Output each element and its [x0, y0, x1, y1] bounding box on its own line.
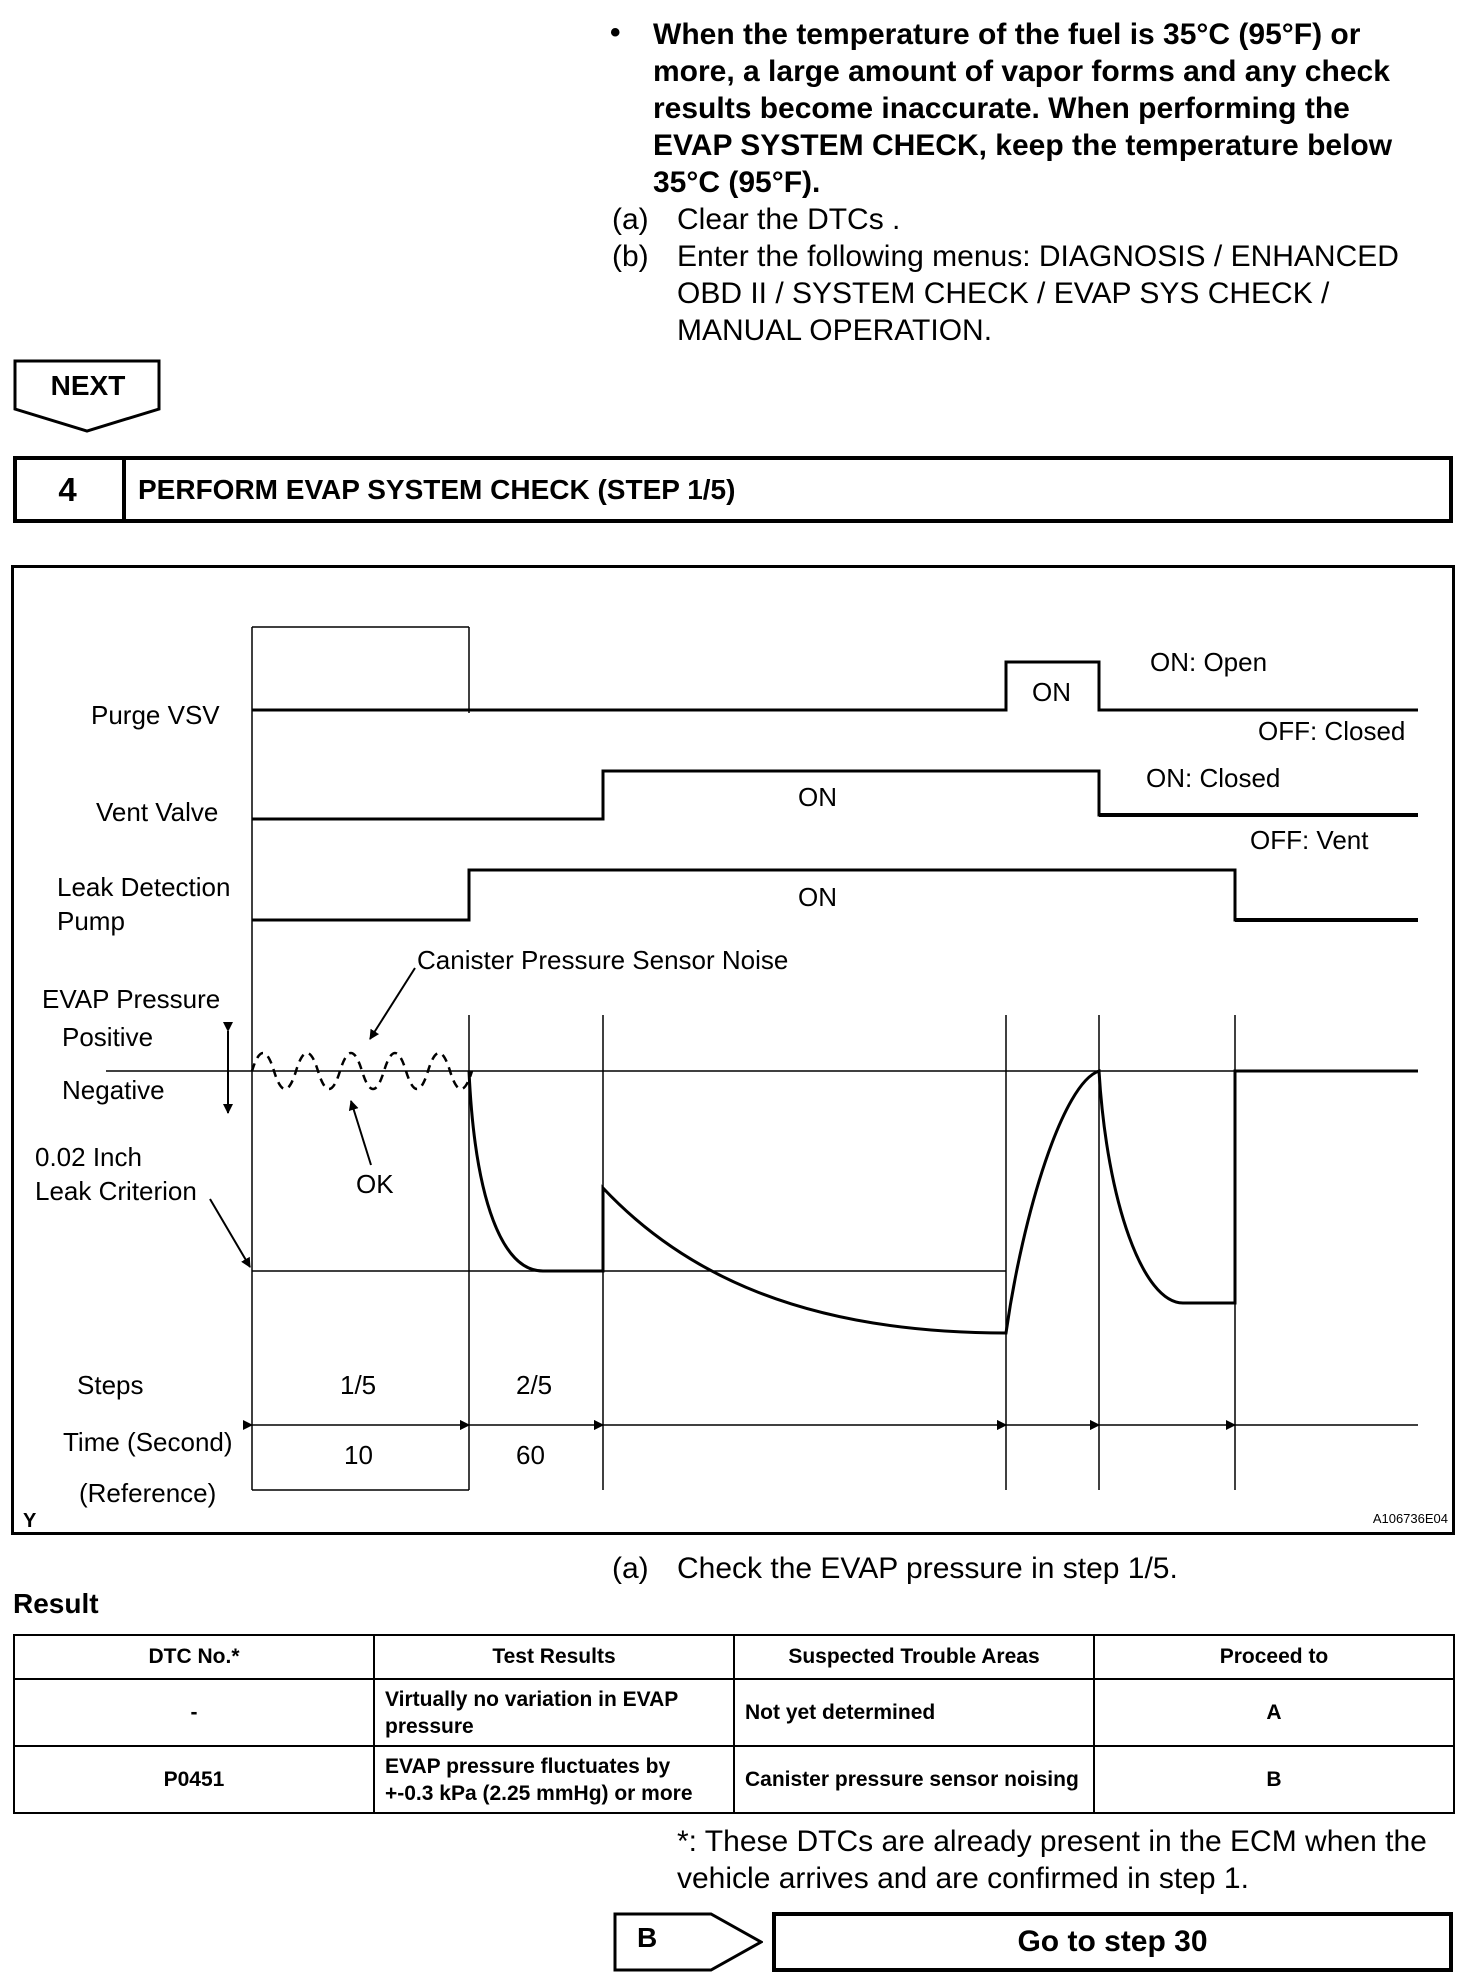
- step-dividers: [252, 627, 1235, 1490]
- menu-line: OBD II / SYSTEM CHECK / EVAP SYS CHECK /: [677, 277, 1330, 310]
- timing-diagram: [14, 568, 1452, 1532]
- table-cell: A: [1094, 1679, 1454, 1746]
- step-title: PERFORM EVAP SYSTEM CHECK (STEP 1/5): [138, 473, 736, 505]
- warning-line: 35°C (95°F).: [653, 166, 821, 199]
- vent-on-closed-label: ON: Closed: [1146, 763, 1281, 793]
- criterion-label-2: Leak Criterion: [35, 1176, 197, 1206]
- result-heading: Result: [13, 1588, 99, 1619]
- next-button[interactable]: [13, 359, 163, 434]
- time-label-1: 10: [344, 1440, 373, 1470]
- purge-off-closed-label: OFF: Closed: [1258, 716, 1406, 746]
- menu-line: Enter the following menus: DIAGNOSIS / ENHANCED: [677, 240, 1399, 273]
- table-cell: Virtually no variation in EVAP pressure: [374, 1679, 734, 1746]
- column-header: Test Results: [374, 1635, 734, 1679]
- vent-off-vent-label: OFF: Vent: [1250, 825, 1369, 855]
- step-label-1: 1/5: [340, 1370, 377, 1400]
- evap-timing-figure: [11, 565, 1455, 1535]
- next-button-label: NEXT: [50, 370, 126, 401]
- vent-on-label: ON: [798, 782, 837, 812]
- footnote: [677, 1823, 1427, 1897]
- vent-valve-label: Vent Valve: [96, 797, 219, 827]
- time-label-2: 60: [516, 1440, 545, 1470]
- warning-line: When the temperature of the fuel is 35°C (95°F) or: [653, 18, 1361, 51]
- time-label: Time (Second): [63, 1427, 233, 1457]
- pump-on-label: ON: [798, 882, 837, 912]
- check-item-text: Check the EVAP pressure in step 1/5.: [677, 1552, 1178, 1585]
- steps-label: Steps: [77, 1370, 144, 1400]
- purge-on-label: ON: [1032, 677, 1071, 707]
- table-cell: P0451: [14, 1746, 374, 1813]
- footnote-line: *: These DTCs are already present in the ECM when the: [677, 1825, 1427, 1858]
- reference-label: (Reference): [79, 1478, 217, 1508]
- fuel-temperature-warning: [653, 16, 1433, 201]
- result-b-arrow-shape: [613, 1912, 763, 1972]
- table-row: [14, 1679, 1454, 1746]
- table-header-row: [14, 1635, 1454, 1679]
- column-header: Proceed to: [1094, 1635, 1454, 1679]
- ok-annotation: OK: [356, 1169, 394, 1199]
- purge-vsv-label: Purge VSV: [91, 700, 220, 730]
- table-cell: -: [14, 1679, 374, 1746]
- item-a-label: (a): [612, 203, 649, 236]
- corner-mark: Y: [23, 1510, 37, 1532]
- negative-label: Negative: [62, 1075, 165, 1105]
- warning-line: EVAP SYSTEM CHECK, keep the temperature below: [653, 129, 1393, 162]
- table-cell: Not yet determined: [734, 1679, 1094, 1746]
- leak-pump-label-2: Pump: [57, 906, 125, 936]
- go-to-step-30-button[interactable]: Go to step 30: [772, 1912, 1453, 1972]
- positive-label: Positive: [62, 1022, 154, 1052]
- leak-pump-label-1: Leak Detection: [57, 872, 231, 902]
- column-header: Suspected Trouble Areas: [734, 1635, 1094, 1679]
- result-b-label: B: [637, 1922, 658, 1953]
- bullet-marker: •: [610, 16, 621, 49]
- purge-on-open-label: ON: Open: [1150, 647, 1268, 677]
- table-cell: EVAP pressure fluctuates by +-0.3 kPa (2.25 mmHg) or more: [374, 1746, 734, 1813]
- menu-instruction: [677, 238, 1457, 349]
- table-cell: Canister pressure sensor noising: [734, 1746, 1094, 1813]
- evap-pressure-label: EVAP Pressure: [42, 984, 221, 1014]
- warning-line: results become inaccurate. When performing the: [653, 92, 1350, 125]
- check-item-label: (a): [612, 1552, 649, 1585]
- item-b-label: (b): [612, 240, 649, 273]
- table-cell: B: [1094, 1746, 1454, 1813]
- step-number: 4: [13, 456, 126, 523]
- step-label-2: 2/5: [516, 1370, 553, 1400]
- footnote-line: vehicle arrives and are confirmed in step 1.: [677, 1862, 1249, 1895]
- criterion-label-1: 0.02 Inch: [35, 1142, 142, 1172]
- menu-line: MANUAL OPERATION.: [677, 314, 993, 347]
- result-b-button[interactable]: [613, 1912, 763, 1972]
- figure-id: A106736E04: [1372, 1511, 1448, 1526]
- column-header: DTC No.*: [14, 1635, 374, 1679]
- result-table: [13, 1634, 1455, 1814]
- table-row: [14, 1746, 1454, 1813]
- evap-pressure-trace: [469, 1071, 1418, 1333]
- noise-annotation: Canister Pressure Sensor Noise: [417, 945, 789, 975]
- warning-line: more, a large amount of vapor forms and any check: [653, 55, 1390, 88]
- clear-dtcs-instruction: Clear the DTCs .: [677, 203, 901, 236]
